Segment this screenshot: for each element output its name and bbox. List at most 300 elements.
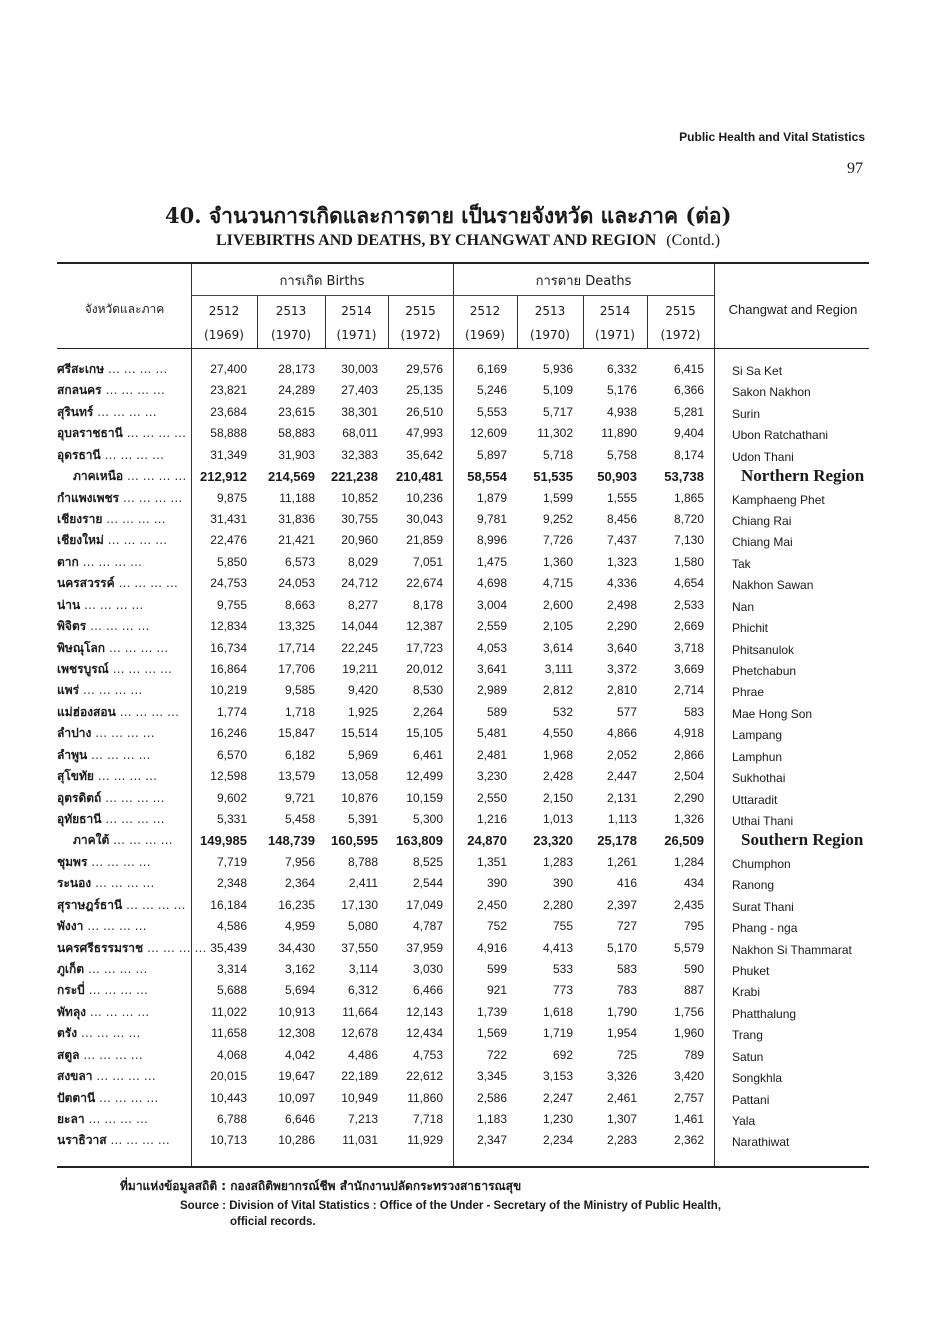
changwat-name-thai: [57, 424, 187, 443]
births-value: 2,544: [412, 876, 443, 891]
leader-dots: … … … …: [79, 683, 143, 698]
table-row: [57, 744, 869, 766]
births-value: 9,420: [347, 683, 378, 698]
deaths-value: 12,609: [470, 426, 507, 441]
changwat-name-thai-text: กระบี่: [57, 983, 85, 998]
changwat-name-thai-text: นครศรีธรรมราช: [57, 940, 144, 955]
table-row: [57, 958, 869, 980]
deaths-value: 1,599: [542, 490, 573, 505]
changwat-name-thai: [57, 917, 182, 936]
changwat-name-thai-text: ตาก: [57, 554, 79, 569]
changwat-name-thai-text: แม่ฮ่องสอน: [57, 704, 116, 719]
births-value: 31,836: [278, 512, 315, 526]
births-value: 21,859: [406, 533, 443, 548]
changwat-name-thai-text: ระนอง: [57, 876, 92, 891]
births-value: 212,912: [200, 469, 247, 485]
deaths-value: 11,890: [601, 426, 637, 441]
births-value: 5,458: [284, 812, 315, 827]
deaths-value: 1,756: [673, 1004, 704, 1019]
deaths-value: 3,614: [542, 640, 573, 655]
changwat-name-english: Phang - nga: [732, 921, 798, 936]
changwat-name-thai: [57, 724, 182, 743]
changwat-name-english: Ubon Ratchathani: [732, 428, 829, 443]
table-row: [57, 722, 869, 744]
births-value: 1,774: [216, 704, 247, 719]
deaths-value: 5,717: [542, 404, 573, 419]
deaths-value: 4,413: [542, 940, 573, 955]
births-value: 2,348: [216, 876, 247, 891]
changwat-name-english: Lampang: [732, 728, 783, 743]
deaths-value: 2,714: [673, 683, 704, 698]
deaths-value: 5,553: [476, 404, 507, 419]
births-value: 8,178: [412, 597, 443, 612]
births-value: 9,721: [284, 790, 315, 805]
births-value: 163,809: [396, 833, 443, 849]
births-value: 7,213: [347, 1112, 378, 1127]
changwat-name-english: Lamphun: [732, 749, 783, 764]
deaths-value: 6,332: [606, 362, 637, 376]
changwat-name-thai-text: กำแพงเพชร: [57, 490, 120, 505]
table-row: [57, 1087, 869, 1109]
changwat-name-english: Phuket: [732, 964, 770, 979]
deaths-value: 2,362: [673, 1133, 704, 1148]
changwat-name-english: Si Sa Ket: [732, 364, 783, 378]
deaths-value: 692: [552, 1047, 573, 1062]
deaths-value: 1,230: [542, 1112, 573, 1127]
table-row: [57, 765, 869, 787]
births-value: 22,245: [341, 640, 378, 655]
deaths-value: 25,178: [597, 833, 637, 849]
deaths-value: 1,879: [476, 490, 507, 505]
deaths-value: 7,437: [606, 533, 637, 548]
births-value: 12,598: [210, 769, 247, 784]
deaths-value: 2,283: [606, 1133, 637, 1148]
table-row: [57, 529, 869, 551]
table-row: [57, 615, 869, 637]
changwat-name-thai: [57, 1089, 182, 1108]
deaths-value: 2,989: [476, 683, 507, 698]
deaths-value: 3,420: [673, 1069, 704, 1084]
changwat-name-thai: [57, 746, 182, 765]
leader-dots: … … … …: [91, 726, 155, 741]
births-value: 4,753: [412, 1047, 443, 1062]
table-row: [57, 637, 869, 659]
changwat-name-thai: [57, 874, 182, 893]
deaths-value: 3,004: [476, 597, 507, 612]
changwat-name-thai: [57, 1067, 182, 1086]
changwat-name-thai-text: ลำพูน: [57, 747, 88, 762]
births-value: 5,850: [216, 554, 247, 569]
deaths-value: 8,174: [673, 447, 704, 462]
births-value: 24,289: [278, 383, 315, 398]
year-header-ad: (1969): [465, 328, 505, 342]
births-value: 30,043: [406, 512, 443, 526]
changwat-name-english: Ranong: [732, 878, 775, 893]
births-group-header: การเกิด Births: [279, 274, 365, 289]
deaths-group-header: การตาย Deaths: [535, 274, 632, 289]
changwat-name-thai-text: สกลนคร: [57, 383, 102, 398]
deaths-value: 2,481: [476, 747, 507, 762]
changwat-name-thai: [57, 553, 182, 572]
births-value: 31,903: [278, 447, 315, 462]
births-value: 4,486: [347, 1047, 378, 1062]
region-row: [57, 465, 869, 487]
deaths-value: 390: [552, 876, 573, 891]
births-value: 12,499: [406, 769, 443, 784]
births-value: 27,400: [210, 362, 247, 376]
deaths-value: 23,320: [533, 833, 573, 849]
changwat-name-thai-text: ภาคใต้: [73, 833, 110, 848]
changwat-name-english: Phetchabun: [732, 664, 797, 679]
changwat-name-english: Trang: [732, 1028, 763, 1043]
leader-dots: … … … …: [87, 747, 151, 762]
changwat-name-thai: [57, 939, 207, 958]
deaths-value: 5,758: [606, 447, 637, 462]
changwat-name-thai: [57, 381, 182, 400]
deaths-value: 4,336: [606, 576, 637, 591]
deaths-value: 9,781: [476, 512, 507, 526]
deaths-value: 3,718: [673, 640, 704, 655]
births-value: 6,466: [412, 983, 443, 998]
deaths-value: 773: [552, 983, 573, 998]
year-header-ad: (1970): [530, 328, 570, 342]
deaths-value: 3,111: [544, 662, 573, 677]
births-value: 24,753: [210, 576, 247, 591]
changwat-name-thai-text: อุบลราชธานี: [57, 426, 123, 441]
changwat-name-english: Chiang Rai: [732, 514, 792, 528]
deaths-value: 5,579: [673, 940, 704, 955]
births-value: 17,723: [406, 640, 443, 655]
births-value: 5,969: [347, 747, 378, 762]
changwat-name-thai: [57, 360, 182, 379]
deaths-value: 583: [616, 962, 637, 977]
births-value: 16,864: [210, 662, 247, 677]
deaths-value: 1,216: [476, 812, 507, 827]
changwat-name-thai-text: นราธิวาส: [57, 1133, 107, 1148]
births-value: 8,029: [347, 554, 378, 569]
births-value: 4,787: [412, 919, 443, 934]
deaths-value: 5,246: [476, 383, 507, 398]
changwat-name-english: Tak: [732, 556, 751, 571]
changwat-name-english: Satun: [732, 1049, 764, 1064]
changwat-name-english: Nakhon Si Thammarat: [732, 942, 852, 957]
births-value: 23,684: [210, 404, 247, 419]
births-value: 20,960: [341, 533, 378, 548]
changwat-name-thai: [57, 403, 182, 422]
leader-dots: … … … …: [86, 619, 150, 634]
table-row: [57, 872, 869, 894]
changwat-name-english: Phatthalung: [732, 1006, 797, 1021]
leader-dots: … … … …: [122, 897, 186, 912]
births-value: 9,875: [216, 490, 247, 505]
deaths-value: 2,559: [476, 619, 507, 634]
changwat-name-english: Southern Region: [741, 830, 864, 850]
births-value: 12,387: [406, 619, 443, 634]
births-value: 27,403: [341, 383, 378, 398]
births-value: 221,238: [331, 469, 378, 485]
births-value: 4,042: [284, 1047, 315, 1062]
births-value: 28,173: [278, 362, 315, 376]
changwat-name-thai-text: ปัตตานี: [57, 1090, 96, 1105]
births-value: 58,888: [210, 426, 247, 441]
deaths-value: 583: [683, 704, 704, 719]
changwat-name-english: Phitsanulok: [732, 642, 795, 657]
births-value: 37,550: [341, 940, 378, 955]
births-value: 10,219: [210, 683, 247, 698]
births-value: 9,585: [284, 683, 315, 698]
births-value: 2,364: [284, 876, 315, 891]
births-value: 17,706: [278, 662, 315, 677]
leader-dots: … … … …: [78, 554, 143, 569]
deaths-value: 4,698: [476, 576, 507, 591]
births-value: 12,434: [406, 1026, 443, 1041]
births-value: 17,130: [341, 897, 378, 912]
changwat-name-thai-text: อุตรดิตถ์: [57, 790, 102, 805]
deaths-value: 2,150: [542, 790, 573, 805]
deaths-value: 4,053: [476, 640, 507, 655]
changwat-name-thai-text: เชียงใหม่: [57, 533, 104, 548]
changwat-name-english: Chiang Mai: [732, 535, 793, 550]
leader-dots: … … … …: [84, 962, 148, 977]
births-value: 13,058: [341, 769, 378, 784]
source-note-english: [180, 1198, 870, 1230]
leader-dots: … … … …: [122, 426, 187, 441]
deaths-value: 4,938: [606, 404, 637, 419]
births-value: 6,788: [216, 1112, 247, 1127]
births-value: 1,718: [284, 704, 315, 719]
deaths-value: 1,013: [542, 812, 573, 827]
deaths-value: 434: [683, 876, 704, 891]
changwat-name-thai-text: พิจิตร: [57, 619, 87, 634]
deaths-value: 390: [486, 876, 507, 891]
deaths-value: 6,415: [673, 362, 704, 376]
changwat-name-thai-text: พิษณุโลก: [57, 640, 106, 655]
changwat-name-english: Uttaradit: [732, 792, 778, 807]
leader-dots: … … … …: [105, 640, 169, 655]
table-row: [57, 508, 869, 530]
births-value: 11,188: [279, 490, 315, 505]
changwat-name-english: Nan: [732, 599, 755, 614]
deaths-value: 1,960: [673, 1026, 704, 1041]
deaths-value: 3,669: [673, 662, 704, 677]
changwat-name-english: Sukhothai: [732, 771, 786, 786]
births-value: 30,003: [341, 362, 378, 376]
table-row: [57, 422, 869, 444]
deaths-value: 589: [486, 704, 507, 719]
deaths-value: 2,550: [476, 790, 507, 805]
deaths-value: 2,447: [606, 769, 637, 784]
changwat-name-english: Chumphon: [732, 856, 791, 871]
changwat-name-thai: [57, 853, 182, 872]
deaths-value: 2,600: [542, 597, 573, 612]
deaths-value: 2,669: [673, 619, 704, 634]
deaths-value: 5,481: [476, 726, 507, 741]
deaths-value: 4,866: [606, 726, 637, 741]
deaths-value: 2,131: [606, 790, 637, 805]
changwat-name-thai: [57, 1131, 182, 1150]
births-value: 11,022: [211, 1004, 247, 1019]
births-value: 7,719: [216, 854, 247, 869]
births-value: 3,314: [216, 962, 247, 977]
deaths-value: 577: [616, 704, 637, 719]
changwat-name-thai-text: สงขลา: [57, 1069, 93, 1084]
changwat-name-thai-text: น่าน: [57, 597, 81, 612]
births-value: 19,211: [342, 662, 378, 677]
changwat-name-thai: [57, 660, 182, 679]
deaths-value: 2,290: [606, 619, 637, 634]
changwat-name-thai-text: เพชรบูรณ์: [57, 662, 109, 677]
year-header-be: 2512: [208, 304, 240, 318]
births-value: 47,993: [406, 426, 443, 441]
deaths-value: 53,738: [664, 469, 704, 485]
births-value: 12,834: [210, 619, 247, 634]
changwat-name-thai: [57, 981, 182, 1000]
changwat-name-thai-text: ภูเก็ต: [57, 962, 85, 977]
changwat-name-thai-text: พังงา: [57, 919, 84, 934]
births-value: 7,956: [284, 854, 315, 869]
changwat-name-thai-text: ชุมพร: [57, 854, 88, 869]
births-value: 25,135: [406, 383, 443, 398]
deaths-value: 727: [616, 919, 637, 934]
deaths-value: 1,580: [673, 554, 704, 569]
deaths-value: 9,404: [673, 426, 704, 441]
births-value: 15,847: [278, 726, 315, 741]
deaths-value: 1,351: [476, 854, 507, 869]
births-value: 4,068: [216, 1047, 247, 1062]
deaths-value: 26,509: [664, 833, 704, 849]
births-value: 2,411: [348, 876, 378, 891]
deaths-value: 3,153: [542, 1069, 573, 1084]
births-value: 16,235: [278, 897, 315, 912]
deaths-value: 3,326: [606, 1069, 637, 1084]
deaths-value: 2,461: [606, 1090, 637, 1105]
deaths-value: 4,715: [542, 576, 573, 591]
year-header-be: 2513: [534, 304, 566, 318]
births-value: 11,658: [211, 1026, 247, 1041]
births-value: 148,739: [268, 833, 315, 849]
leader-dots: … … … …: [114, 576, 178, 591]
deaths-value: 1,183: [476, 1112, 507, 1127]
births-value: 22,189: [341, 1069, 378, 1084]
deaths-value: 921: [486, 983, 507, 998]
leader-dots: … … … …: [93, 404, 157, 419]
leader-dots: … … … …: [80, 597, 144, 612]
births-value: 11,860: [407, 1090, 443, 1105]
year-header-ad: (1969): [204, 328, 244, 342]
deaths-value: 1,307: [606, 1112, 637, 1127]
leader-dots: … … … …: [106, 1133, 170, 1148]
table-row: [57, 551, 869, 573]
changwat-name-thai-text: อุทัยธานี: [57, 812, 102, 827]
leader-dots: … … … …: [123, 469, 187, 484]
deaths-value: 4,654: [673, 576, 704, 591]
deaths-value: 3,230: [476, 769, 507, 784]
births-value: 13,325: [278, 619, 315, 634]
births-value: 13,579: [278, 769, 315, 784]
changwat-name-thai: [57, 831, 198, 850]
births-value: 15,105: [406, 726, 443, 741]
births-value: 19,647: [278, 1069, 315, 1084]
deaths-value: 1,618: [542, 1004, 573, 1019]
births-value: 5,694: [284, 983, 315, 998]
births-value: 31,349: [210, 447, 247, 462]
header-bottom-rule: [57, 348, 869, 349]
changwat-name-english: Songkhla: [732, 1071, 783, 1086]
births-value: 3,162: [284, 962, 315, 977]
changwat-name-thai: [57, 1003, 182, 1022]
deaths-value: 2,397: [606, 897, 637, 912]
deaths-value: 783: [616, 983, 637, 998]
leader-dots: … … … …: [93, 769, 158, 784]
changwat-name-thai: [57, 531, 182, 550]
deaths-value: 7,130: [673, 533, 704, 548]
births-value: 24,712: [341, 576, 378, 591]
source-note-line-1: Source : Division of Vital Statistics : Office of the Under - Secretary of the Ministry of Public Health,: [180, 1200, 722, 1212]
deaths-value: 722: [486, 1047, 507, 1062]
births-value: 160,595: [331, 833, 378, 849]
deaths-value: 795: [683, 919, 704, 934]
deaths-value: 2,428: [542, 769, 573, 784]
changwat-name-english: Mae Hong Son: [732, 706, 813, 721]
deaths-value: 1,360: [542, 554, 573, 569]
title-english-contd: (Contd.): [666, 232, 721, 249]
changwat-name-thai: [57, 1110, 182, 1129]
births-value: 2,264: [412, 704, 443, 719]
changwat-name-thai-text: สุโขทัย: [57, 769, 94, 784]
changwat-name-english: Surat Thani: [732, 899, 794, 914]
deaths-value: 1,569: [476, 1026, 507, 1041]
source-note-thai: ที่มาแห่งข้อมูลสถิติ : กองสถิติพยากรณ์ชีพ สำนักงานปลัดกระทรวงสาธารณสุข: [120, 1179, 522, 1193]
deaths-value: 3,640: [606, 640, 637, 655]
deaths-value: 1,283: [542, 854, 573, 869]
deaths-value: 416: [616, 876, 637, 891]
deaths-value: 2,504: [673, 769, 704, 784]
deaths-value: 725: [616, 1047, 637, 1062]
column-header-changwat-thai: จังหวัดและภาค: [84, 302, 165, 316]
changwat-name-thai-text: สตูล: [57, 1047, 80, 1062]
changwat-name-thai-text: สุรินทร์: [57, 404, 94, 419]
deaths-value: 5,897: [476, 447, 507, 462]
changwat-name-thai-text: แพร่: [57, 683, 80, 698]
births-value: 10,097: [278, 1090, 315, 1105]
changwat-name-thai-text: พัทลุง: [57, 1004, 87, 1019]
deaths-value: 2,810: [606, 683, 637, 698]
deaths-value: 24,870: [467, 833, 507, 849]
births-value: 16,184: [210, 897, 247, 912]
births-value: 3,114: [348, 962, 378, 977]
births-value: 10,876: [341, 790, 378, 805]
deaths-value: 2,498: [606, 597, 637, 612]
deaths-value: 1,284: [673, 854, 704, 869]
births-value: 7,718: [412, 1112, 443, 1127]
births-value: 11,664: [342, 1004, 378, 1019]
deaths-value: 7,726: [542, 533, 573, 548]
deaths-value: 533: [552, 962, 573, 977]
births-value: 5,331: [216, 812, 247, 827]
deaths-value: 11,302: [537, 426, 573, 441]
deaths-value: 2,866: [673, 747, 704, 762]
deaths-value: 1,555: [606, 490, 637, 505]
deaths-value: 1,461: [673, 1112, 704, 1127]
births-value: 8,277: [347, 597, 378, 612]
births-value: 6,646: [284, 1112, 315, 1127]
leader-dots: … … … …: [115, 704, 180, 719]
table-row: [57, 572, 869, 594]
group-header-rule: [191, 295, 714, 296]
deaths-value: 50,903: [597, 469, 637, 485]
table-row: [57, 894, 869, 916]
changwat-name-thai: [57, 767, 182, 786]
